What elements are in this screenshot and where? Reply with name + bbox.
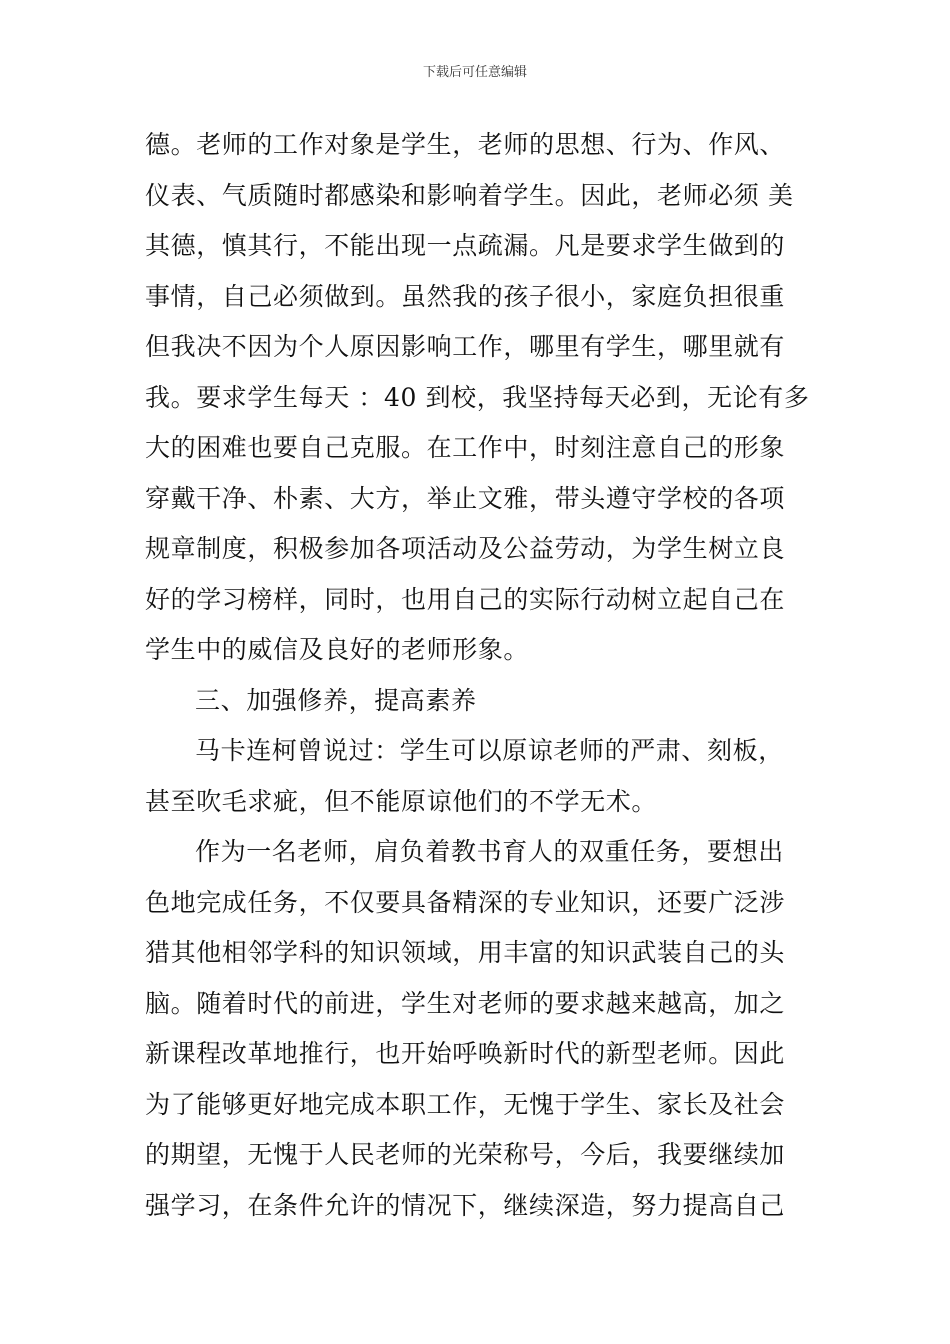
text-line: 我。要求学生每天 ：40 到校，我坚持每天必到，无论有多 <box>145 382 810 412</box>
text-line: 规章制度，积极参加各项活动及公益劳动，为学生树立良 <box>145 534 786 563</box>
text-line: 大的困难也要自己克服。在工作中，时刻注意自己的形象 <box>145 433 786 462</box>
text-line: 强学习，在条件允许的情况下，继续深造，努力提高自己 <box>145 1190 786 1220</box>
text-line: 新课程改革地推行，也开始呼唤新时代的新型老师。因此 <box>145 1039 786 1068</box>
text-line: 甚至吹毛求疵，但不能原谅他们的不学无术。 <box>145 786 658 816</box>
document-body <box>145 120 810 1231</box>
text-line: 其德，慎其行，不能出现一点疏漏。凡是要求学生做到的 <box>145 231 786 260</box>
page-header-note: 下载后可任意编辑 <box>422 65 527 80</box>
text-line: 的期望，无愧于人民老师的光荣称号，今后，我要继续加 <box>145 1140 786 1169</box>
text-line: 但我决不因为个人原因影响工作，哪里有学生，哪里就有 <box>145 332 786 361</box>
text-line: 事情，自己必须做到。虽然我的孩子很小，家庭负担很重 <box>145 281 786 311</box>
text-line: 仪表、气质随时都感染和影响着学生。因此，老师必须 美 <box>145 180 794 210</box>
text-line: 脑。随着时代的前进，学生对老师的要求越来越高，加之 <box>145 988 786 1018</box>
text-line: 德。老师的工作对象是学生，老师的思想、行为、作风、 <box>145 130 786 159</box>
text-line: 色地完成任务，不仅要具备精深的专业知识，还要广泛涉 <box>145 887 786 917</box>
paragraph-first-line: 马卡连柯曾说过：学生可以原谅老师的严肃、刻板， <box>195 736 784 765</box>
text-line: 好的学习榜样，同时，也用自己的实际行动树立起自己在 <box>145 584 786 614</box>
text-line: 猎其他相邻学科的知识领域，用丰富的知识武装自己的头 <box>145 938 786 967</box>
text-line: 穿戴干净、朴素、大方，举止文雅，带头遵守学校的各项 <box>145 483 786 513</box>
section-heading: 三、加强修养，提高素养 <box>195 685 477 715</box>
text-line: 为了能够更好地完成本职工作，无愧于学生、家长及社会 <box>145 1089 786 1119</box>
text-line: 学生中的威信及良好的老师形象。 <box>145 635 530 664</box>
paragraph-first-line: 作为一名老师，肩负着教书育人的双重任务，要想出 <box>195 837 784 866</box>
